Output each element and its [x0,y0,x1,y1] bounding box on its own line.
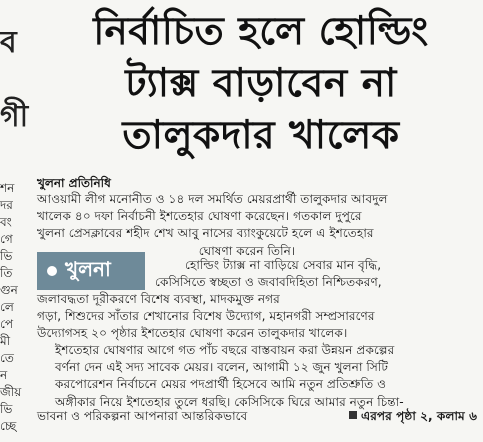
paragraph-1 [37,191,477,260]
adjacent-text-fragment: বং [0,215,12,229]
text-line: হোল্ডিং ট্যাক্স না বাড়িয়ে সেবার মান বৃদ্ধি, [185,258,382,272]
bullet-dot-icon [47,266,57,276]
text-line: ভাবনা ও পরিকল্পনা আপনারা আন্তরিকভাবে [37,409,248,423]
paragraph-2-beside-tag [155,257,477,291]
article-footer [37,408,477,425]
article-headline [45,6,477,162]
continuation-note [349,408,477,425]
adjacent-text-fragment: মী [0,334,11,348]
adjacent-text-fragment: ন [0,368,8,382]
text-line: ঘোষণা করেন তিনি। [198,243,296,258]
headline-line-1: নির্বাচিত হলে হোল্ডিং [93,9,429,54]
square-bullet-icon [349,411,357,419]
text-line: উদ্যোগসহ ২০ পৃষ্ঠার ইশতেহার ঘোষণা করেন তালুকদার খালেক। [37,326,348,341]
text-line: জলাবদ্ধতা দূরীকরণে বিশেষ ব্যবস্থা, মাদকমুক্ত নগর [37,292,280,306]
dateline: খুলনা প্রতিনিধি [37,176,111,190]
adjacent-headline-fragment-2: গী [0,99,29,134]
text-line: অঙ্গীকার নিয়ে ইশতেহার তুলে ধরছি। কেসিসিকে ঘিরে আমার নতুন চিন্তা- [55,394,404,409]
adjacent-text-fragment: ভি [0,249,13,263]
adjacent-text-fragment: লে [0,300,14,314]
text-line: করপোরেশন নির্বাচনে মেয়র পদপ্রার্থী হিসেবে আমি নতুন প্রতিশ্রুতি ও [55,377,387,392]
text-line: কেসিসিতে স্বচ্ছতা ও জবাবদিহিতা নিশ্চিতকরণ, [155,275,382,290]
location-tag-label: খুলনা [65,256,111,281]
adjacent-text-fragment: শন [0,181,15,195]
adjacent-text-fragment: তি [0,266,13,280]
adjacent-article-fragment [0,0,30,442]
continuation-text: এরপর পৃষ্ঠা ২, কলাম ৬ [360,409,477,423]
headline-line-2: ট্যাক্স বাড়াবেন না [125,61,397,106]
text-line: গড়া, শিশুদের সাঁতার শেখানোর বিশেষ উদ্যোগ, মহানগরী সম্প্রসারণের [37,309,375,324]
adjacent-text-fragment: গুন [0,283,18,297]
adjacent-text-fragment: তে [0,351,14,365]
adjacent-text-fragment: ভি [0,402,13,416]
text-line: খালেক ৪০ দফা নির্বাচনী ইশতেহার ঘোষণা করেছেন। গতকাল দুপুরে [37,209,362,224]
paragraph-2 [37,291,477,343]
paragraph-3 [37,342,477,411]
adjacent-text-fragment: গে [0,232,13,246]
text-line: আওয়ামী লীগ মনোনীত ও ১৪ দল সমর্থিত মেয়রপ্রার্থী তালুকদার আবদুল [37,192,388,206]
adjacent-text-fragment: দর [0,198,13,212]
adjacent-headline-fragment-1: ব [0,25,17,60]
text-line: ইশতেহার ঘোষণার আগে গত পাঁচ বছরে বাস্তবায়ন করা উন্নয়ন প্রকল্পের [55,343,395,357]
adjacent-text-fragment: জীয় [0,385,22,399]
headline-line-3: তালুকদার খালেক [122,113,400,158]
adjacent-text-fragment: পে [0,317,14,331]
location-tag [37,252,145,290]
text-line: বর্ণনা দেন এই সদ্য সাবেক মেয়র। বলেন, আগামী ১২ জুন খুলনা সিটি [55,360,389,375]
adjacent-text-fragment: চ্ছে [0,419,17,433]
text-line: খুলনা প্রেসক্লাবের শহীদ শেখ আবু নাসের ব্যাংকুয়েটে হলে এ ইশতেহার [37,226,374,241]
